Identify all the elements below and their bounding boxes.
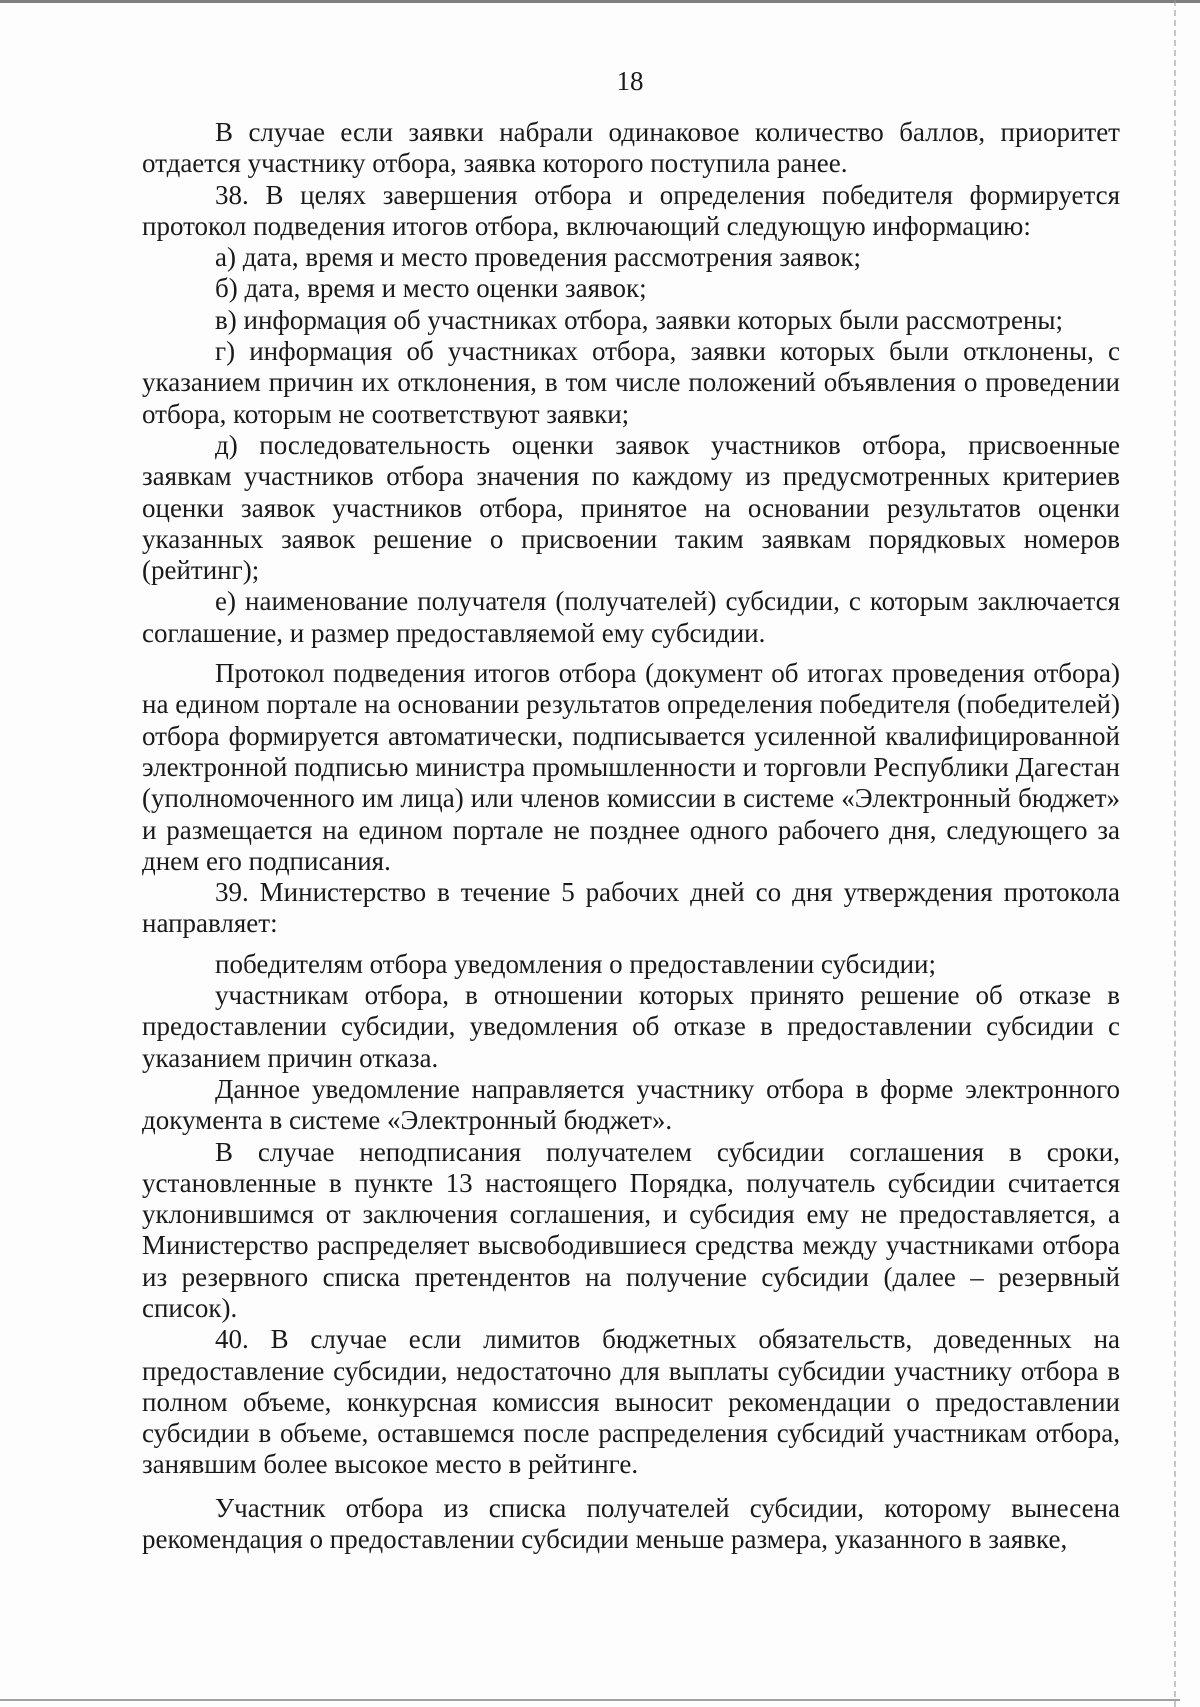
paragraph-item-40: 40. В случае если лимитов бюджетных обязательств, доведенных на предоставление субсидии, недостаточно для выплаты субсидии участнику отбора в полном объеме, конкурсная комиссия выносит рекомендации о предоставлении субсидии в объеме, оставшемся после распределения субсидий участникам отбора, занявшим более высокое место в рейтинге. xyxy=(142,1324,1120,1480)
scan-edge-right xyxy=(1174,0,1176,1707)
scan-edge-bottom xyxy=(0,1699,1180,1701)
scan-edge-top xyxy=(0,0,1200,3)
document-body xyxy=(142,117,1120,1555)
list-item-b: б) дата, время и место оценки заявок; xyxy=(215,273,647,304)
paragraph-protocol: Протокол подведения итогов отбора (документ об итогах проведения отбора) на едином портале на основании результатов определения победителя (победителей) отбора формируется автоматически, подписывается усиленной квалифицированной электронной подписью министра промышленности и торговли Республики Дагестан (уполномоченного им лица) или членов комиссии в системе «Электронный бюджет» и размещается на едином портале не позднее одного рабочего дня, следующего за днем его подписания. xyxy=(142,658,1120,876)
paragraph-electronic-form: Данное уведомление направляется участнику отбора в форме электронного документа в системе «Электронный бюджет». xyxy=(142,1073,1120,1136)
paragraph-item-38: 38. В целях завершения отбора и определения победителя формируется протокол подведения итогов отбора, включающий следующую информацию: xyxy=(142,179,1120,241)
list-item-a: а) дата, время и место проведения рассмотрения заявок; xyxy=(215,242,862,273)
paragraph-item-39: 39. Министерство в течение 5 рабочих дней со дня утверждения протокола направляет: xyxy=(142,877,1120,939)
paragraph-reduced-subsidy: Участник отбора из списка получателей субсидии, которому вынесена рекомендация о предоставлении субсидии меньше размера, указанного в заявке, xyxy=(142,1492,1120,1555)
paragraph-winners-notice: победителям отбора уведомления о предоставлении субсидии; xyxy=(215,948,936,979)
list-item-v: в) информация об участниках отбора, заявки которых были рассмотрены; xyxy=(215,304,1064,335)
paragraph-equal-scores: В случае если заявки набрали одинаковое количество баллов, приоритет отдается участнику отбора, заявка которого поступила ранее. xyxy=(142,117,1120,179)
paragraph-refusal-notice: участникам отбора, в отношении которых принято решение об отказе в предоставлении субсидии, уведомления об отказе в предоставлении субсидии с указанием причин отказа. xyxy=(142,980,1120,1073)
list-item-e: е) наименование получателя (получателей) субсидии, с которым заключается соглашение, и размер предоставляемой ему субсидии. xyxy=(142,586,1120,648)
page-number: 18 xyxy=(616,66,644,96)
paragraph-unsigned-agreement: В случае неподписания получателем субсидии соглашения в сроки, установленные в пункте 13 настоящего Порядка, получатель субсидии считается уклонившимся от заключения соглашения, и субсидия ему не предоставляется, а Министерство распределяет высвободившиеся средства между участниками отбора из резервного списка претендентов на получение субсидии (далее – резервный список). xyxy=(142,1136,1120,1323)
list-item-d: д) последовательность оценки заявок участников отбора, присвоенные заявкам участников отбора значения по каждому из предусмотренных критериев оценки заявок участников отбора, принятое на основании результатов оценки указанных заявок решение о присвоении таким заявкам порядковых номеров (рейтинг); xyxy=(142,429,1120,586)
list-item-g: г) информация об участниках отбора, заявки которых были отклонены, с указанием причин их отклонения, в том числе положений объявления о проведении отбора, которым не соответствуют заявки; xyxy=(142,336,1120,429)
